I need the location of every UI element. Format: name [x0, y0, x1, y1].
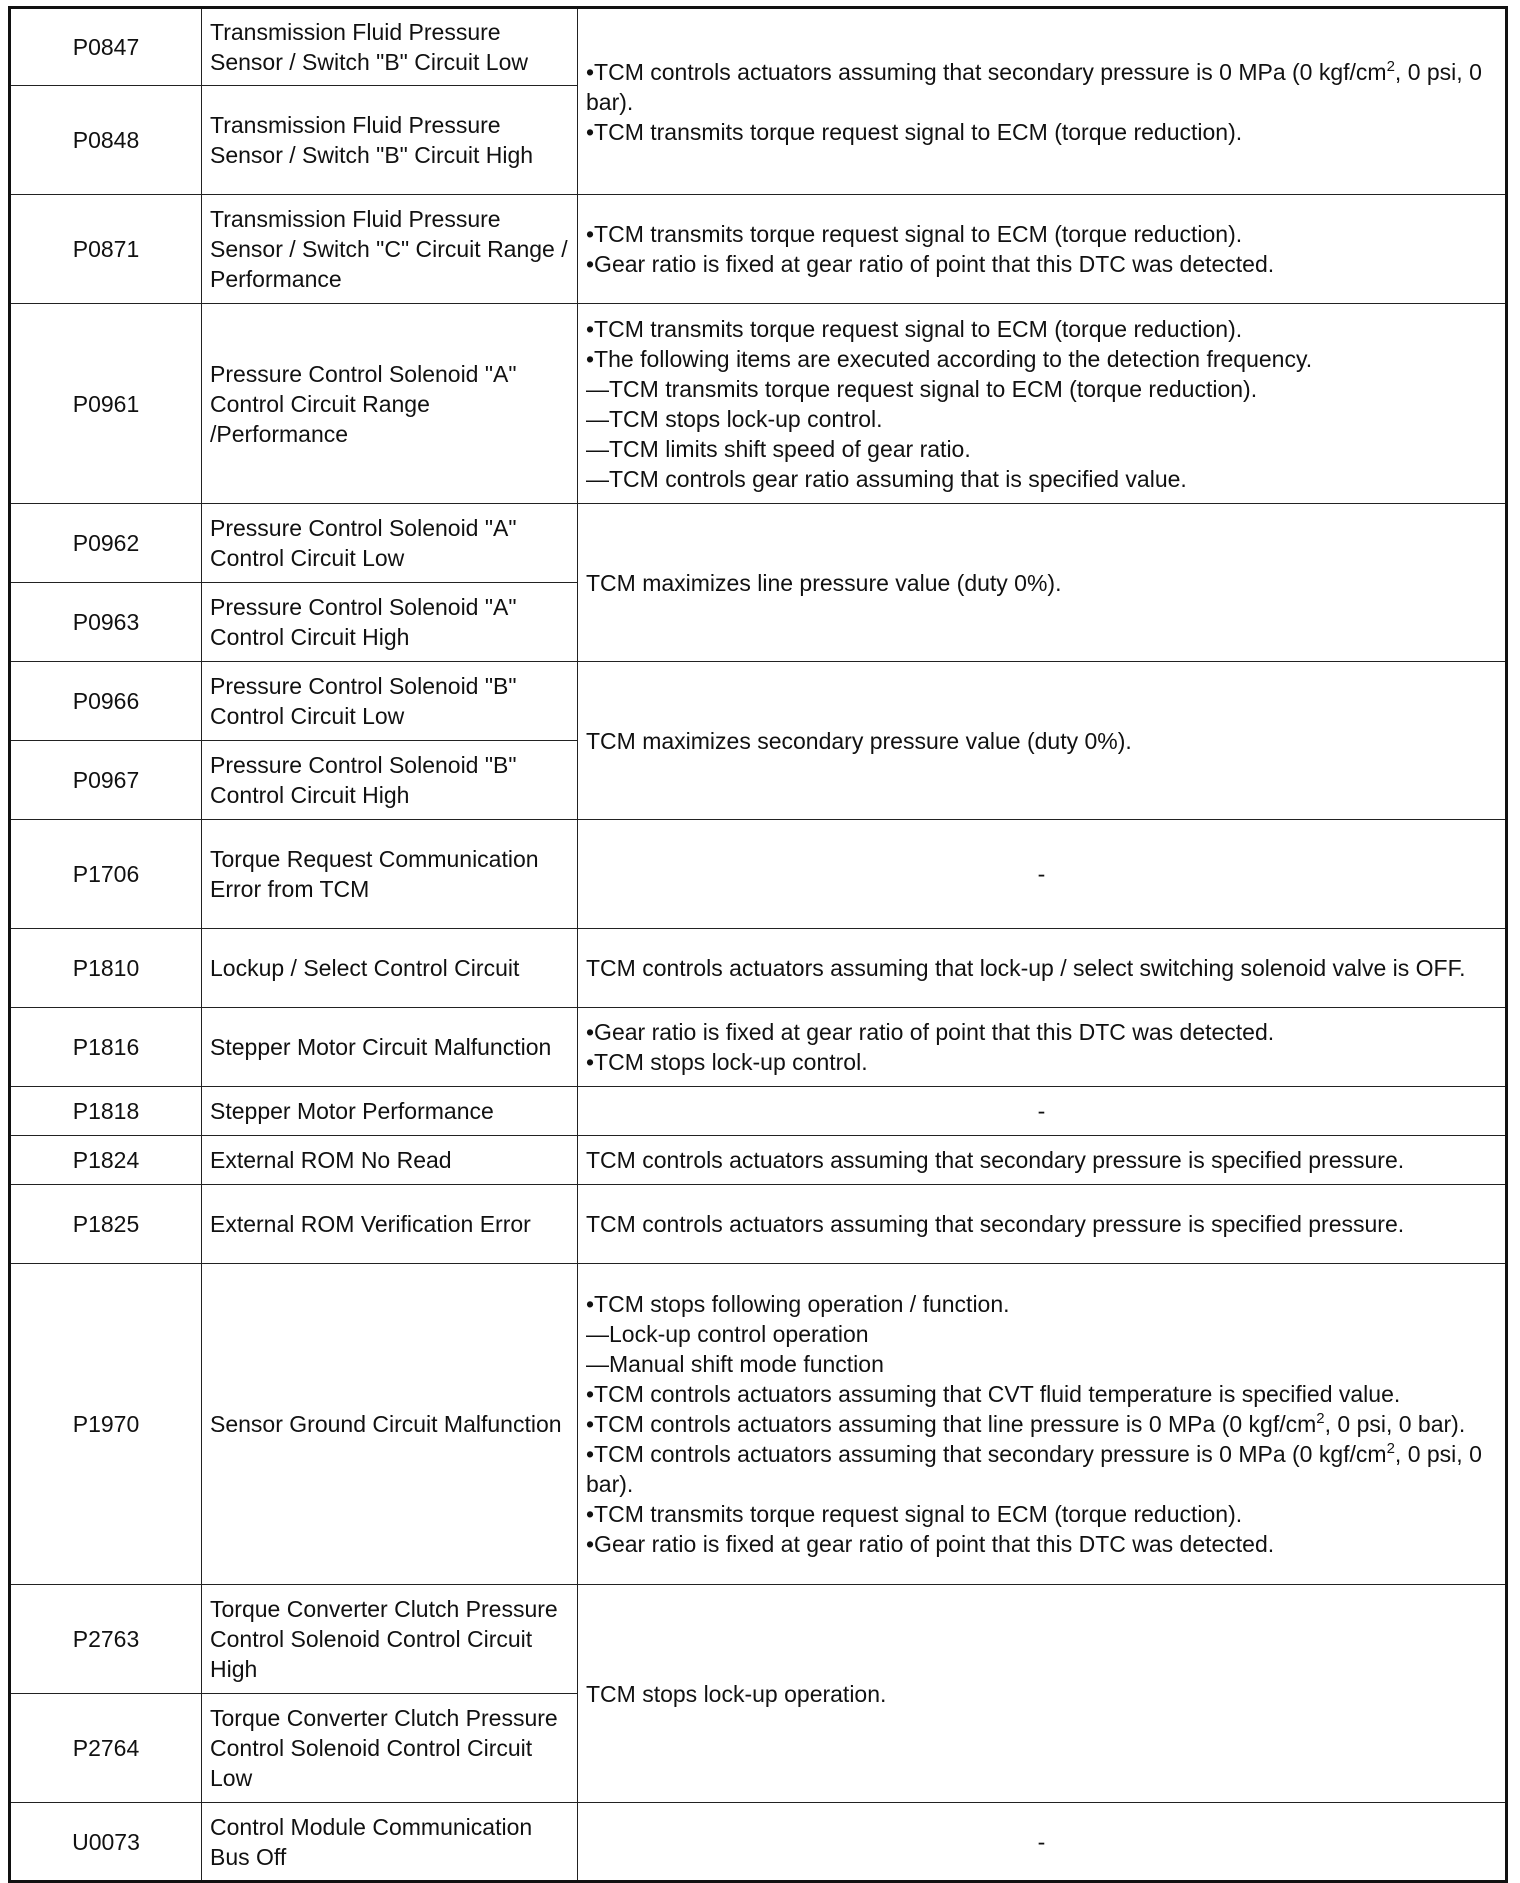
table-row [10, 1008, 1507, 1087]
dtc-code: P1825 [10, 1185, 202, 1264]
dtc-description: Transmission Fluid Pressure Sensor / Switch "C" Circuit Range / Performance [202, 195, 578, 304]
dtc-code: P0966 [10, 662, 202, 741]
action-line [586, 1409, 1497, 1439]
fail-safe-action [578, 1264, 1507, 1585]
dtc-description: Sensor Ground Circuit Malfunction [202, 1264, 578, 1585]
dtc-code: P1706 [10, 820, 202, 929]
action-line [586, 57, 1497, 117]
dtc-description: External ROM No Read [202, 1136, 578, 1185]
dtc-description: Transmission Fluid Pressure Sensor / Switch "B" Circuit High [202, 86, 578, 195]
action-text: , 0 psi, 0 bar). [586, 1441, 1482, 1497]
action-line: •TCM stops lock-up control. [586, 1049, 868, 1075]
dtc-description: Stepper Motor Circuit Malfunction [202, 1008, 578, 1087]
dtc-description: Pressure Control Solenoid "A" Control Circuit High [202, 583, 578, 662]
table-row [10, 1185, 1507, 1264]
action-line: •Gear ratio is fixed at gear ratio of point that this DTC was detected. [586, 1531, 1275, 1557]
dtc-description: Torque Converter Clutch Pressure Control Solenoid Control Circuit Low [202, 1694, 578, 1803]
table-row [10, 504, 1507, 583]
action-line [586, 1439, 1497, 1499]
table-row [10, 304, 1507, 504]
table-row [10, 1803, 1507, 1882]
fail-safe-action: TCM controls actuators assuming that secondary pressure is specified pressure. [578, 1185, 1507, 1264]
dtc-fail-safe-table [8, 6, 1508, 1883]
dtc-code: P0871 [10, 195, 202, 304]
fail-safe-action: TCM maximizes secondary pressure value (duty 0%). [578, 662, 1507, 820]
table-row [10, 1087, 1507, 1136]
action-line: •TCM stops following operation / function. [586, 1291, 1010, 1317]
fail-safe-action [578, 195, 1507, 304]
table-row [10, 929, 1507, 1008]
dtc-code: P0967 [10, 741, 202, 820]
fail-safe-action: TCM stops lock-up operation. [578, 1585, 1507, 1803]
fail-safe-action [578, 1008, 1507, 1087]
action-line: —TCM limits shift speed of gear ratio. [586, 435, 971, 462]
dtc-description: Transmission Fluid Pressure Sensor / Switch "B" Circuit Low [202, 8, 578, 86]
dtc-description: Control Module Communication Bus Off [202, 1803, 578, 1882]
fail-safe-action: - [578, 820, 1507, 929]
dtc-code: P1810 [10, 929, 202, 1008]
action-line: —Lock-up control operation [586, 1321, 869, 1347]
dtc-code: P0847 [10, 8, 202, 86]
dtc-description: Pressure Control Solenoid "A" Control Circuit Range /Performance [202, 304, 578, 504]
action-text: , 0 psi, 0 bar). [1324, 1411, 1466, 1437]
dtc-description: External ROM Verification Error [202, 1185, 578, 1264]
dtc-description: Stepper Motor Performance [202, 1087, 578, 1136]
fail-safe-action: TCM controls actuators assuming that secondary pressure is specified pressure. [578, 1136, 1507, 1185]
action-line: —TCM controls gear ratio assuming that is specified value. [586, 465, 1187, 492]
action-line: —TCM transmits torque request signal to ECM (torque reduction). [586, 375, 1258, 402]
table-row [10, 1264, 1507, 1585]
fail-safe-action: TCM maximizes line pressure value (duty 0%). [578, 504, 1507, 662]
action-line: —TCM stops lock-up control. [586, 405, 883, 432]
table-row [10, 195, 1507, 304]
dtc-description: Lockup / Select Control Circuit [202, 929, 578, 1008]
dtc-code: P1970 [10, 1264, 202, 1585]
action-line: •TCM transmits torque request signal to ECM (torque reduction). [586, 221, 1243, 247]
table-row [10, 662, 1507, 741]
dtc-code: P0848 [10, 86, 202, 195]
table-row [10, 8, 1507, 86]
dtc-description: Pressure Control Solenoid "A" Control Circuit Low [202, 504, 578, 583]
action-line: •TCM controls actuators assuming that CVT fluid temperature is specified value. [586, 1381, 1401, 1407]
dtc-description: Pressure Control Solenoid "B" Control Circuit Low [202, 662, 578, 741]
dtc-code: U0073 [10, 1803, 202, 1882]
fail-safe-action: TCM controls actuators assuming that lock-up / select switching solenoid valve is OFF. [578, 929, 1507, 1008]
dtc-code: P2763 [10, 1585, 202, 1694]
fail-safe-action [578, 8, 1507, 195]
dtc-code: P2764 [10, 1694, 202, 1803]
superscript: 2 [1316, 1410, 1325, 1427]
table-row [10, 820, 1507, 929]
dtc-code: P1818 [10, 1087, 202, 1136]
superscript: 2 [1386, 1440, 1395, 1457]
table-row [10, 1136, 1507, 1185]
dtc-code: P1816 [10, 1008, 202, 1087]
action-line: •TCM transmits torque request signal to ECM (torque reduction). [586, 1501, 1243, 1527]
action-line: •Gear ratio is fixed at gear ratio of point that this DTC was detected. [586, 251, 1275, 277]
dtc-fail-safe-table-wrapper [8, 6, 1505, 1883]
action-text: •TCM controls actuators assuming that secondary pressure is 0 MPa (0 kgf/cm [586, 1441, 1387, 1467]
dtc-code: P0961 [10, 304, 202, 504]
action-text: , 0 psi, 0 bar). [586, 58, 1482, 115]
action-line: —Manual shift mode function [586, 1351, 884, 1377]
action-line: •Gear ratio is fixed at gear ratio of point that this DTC was detected. [586, 1019, 1275, 1045]
dtc-description: Torque Request Communication Error from TCM [202, 820, 578, 929]
action-text: •TCM controls actuators assuming that secondary pressure is 0 MPa (0 kgf/cm [586, 58, 1387, 85]
action-line: •TCM transmits torque request signal to ECM (torque reduction). [586, 118, 1243, 145]
fail-safe-action [578, 304, 1507, 504]
dtc-description: Pressure Control Solenoid "B" Control Circuit High [202, 741, 578, 820]
fail-safe-action: - [578, 1087, 1507, 1136]
dtc-code: P0963 [10, 583, 202, 662]
action-line: •TCM transmits torque request signal to ECM (torque reduction). [586, 315, 1243, 342]
action-text: •TCM controls actuators assuming that line pressure is 0 MPa (0 kgf/cm [586, 1411, 1317, 1437]
table-row [10, 1585, 1507, 1694]
dtc-description: Torque Converter Clutch Pressure Control Solenoid Control Circuit High [202, 1585, 578, 1694]
dtc-code: P1824 [10, 1136, 202, 1185]
dtc-code: P0962 [10, 504, 202, 583]
superscript: 2 [1386, 57, 1395, 75]
action-line: •The following items are executed according to the detection frequency. [586, 345, 1313, 372]
fail-safe-action: - [578, 1803, 1507, 1882]
